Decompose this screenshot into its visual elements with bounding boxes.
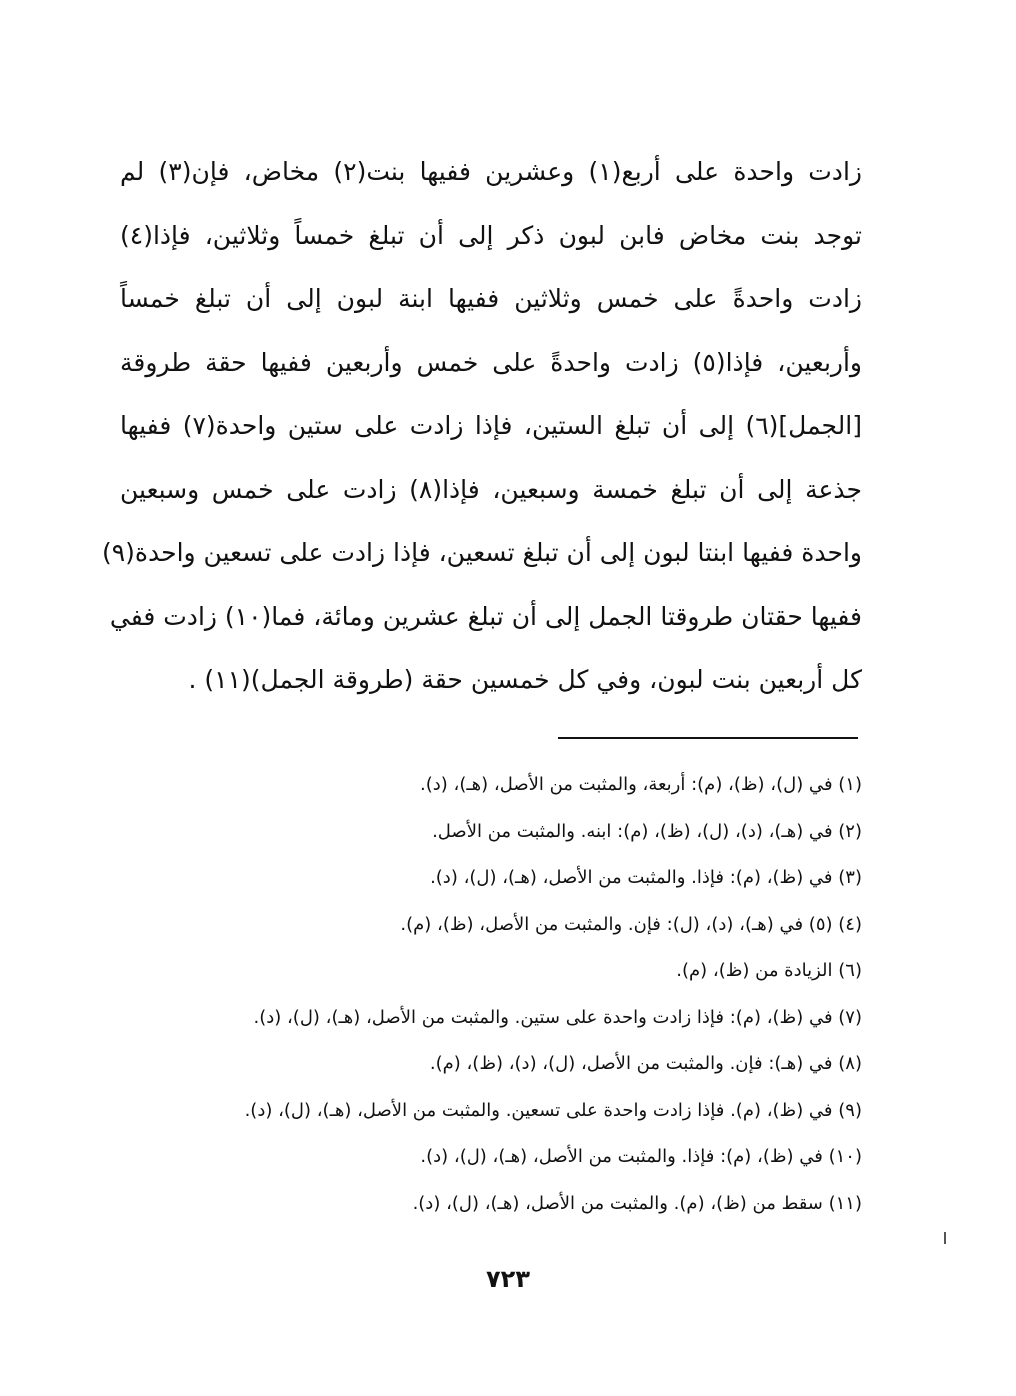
text-line: جذعة إلى أن تبلغ خمسة وسبعين، فإذا(٨) زادت على خمس وسبعين [120, 474, 862, 504]
page-number: ٧٢٣ [486, 1265, 530, 1293]
footnote: (٩) في (ظ)، (م). فإذا زادت واحدة على تسعين. والمثبت من الأصل، (هـ)، (ل)، (د). [244, 1099, 862, 1121]
text-line: وأربعين، فإذا(٥) زادت واحدةً على خمس وأربعين ففيها حقة طروقة [120, 347, 862, 377]
text-line: زادت واحدةً على خمس وثلاثين ففيها ابنة لبون إلى أن تبلغ خمساً [120, 284, 862, 313]
footnote: (١٠) في (ظ)، (م): فإذا. والمثبت من الأصل، (هـ)، (ل)، (د). [420, 1146, 862, 1167]
footnote: (٦) الزيادة من (ظ)، (م). [676, 960, 862, 981]
footnote-divider [558, 737, 858, 739]
footnote: (٨) في (هـ): فإن. والمثبت من الأصل، (ل)، (د)، (ظ)، (م). [429, 1053, 862, 1074]
text-line: ففيها حقتان طروقتا الجمل إلى أن تبلغ عشرين ومائة، فما(١٠) زادت ففي [109, 601, 862, 631]
text-line: [الجمل](٦) إلى أن تبلغ الستين، فإذا زادت على ستين واحدة(٧) ففيها [120, 411, 862, 440]
text-line: كل أربعين بنت لبون، وفي كل خمسين حقة (طروقة الجمل)(١١) . [188, 665, 862, 694]
footnote: (٧) في (ظ)، (م): فإذا زادت واحدة على ستين. والمثبت من الأصل، (هـ)، (ل)، (د). [253, 1006, 862, 1028]
text-line: توجد بنت مخاض فابن لبون ذكر إلى أن تبلغ خمساً وثلاثين، فإذا(٤) [120, 220, 862, 250]
footnote: (٣) في (ظ)، (م): فإذا. والمثبت من الأصل، (هـ)، (ل)، (د). [430, 867, 862, 888]
footnote: (١) في (ل)، (ظ)، (م): أربعة، والمثبت من الأصل، (هـ)، (د). [420, 774, 862, 795]
scan-edge-mark [944, 1232, 946, 1244]
text-line: زادت واحدة على أربع(١) وعشرين ففيها بنت(٢) مخاض، فإن(٣) لم [120, 157, 862, 186]
main-text-block [101, 140, 862, 712]
footnote: (٢) في (هـ)، (د)، (ل)، (ظ)، (م): ابنه. والمثبت من الأصل. [432, 820, 862, 842]
footnotes-block [110, 762, 862, 1227]
text-line: واحدة ففيها ابنتا لبون إلى أن تبلغ تسعين، فإذا زادت على تسعين واحدة(٩) [101, 538, 862, 567]
footnote: (١١) سقط من (ظ)، (م). والمثبت من الأصل، (هـ)، (ل)، (د). [412, 1192, 862, 1214]
footnote: (٤) (٥) في (هـ)، (د)، (ل): فإن. والمثبت من الأصل، (ظ)، (م). [400, 913, 862, 935]
